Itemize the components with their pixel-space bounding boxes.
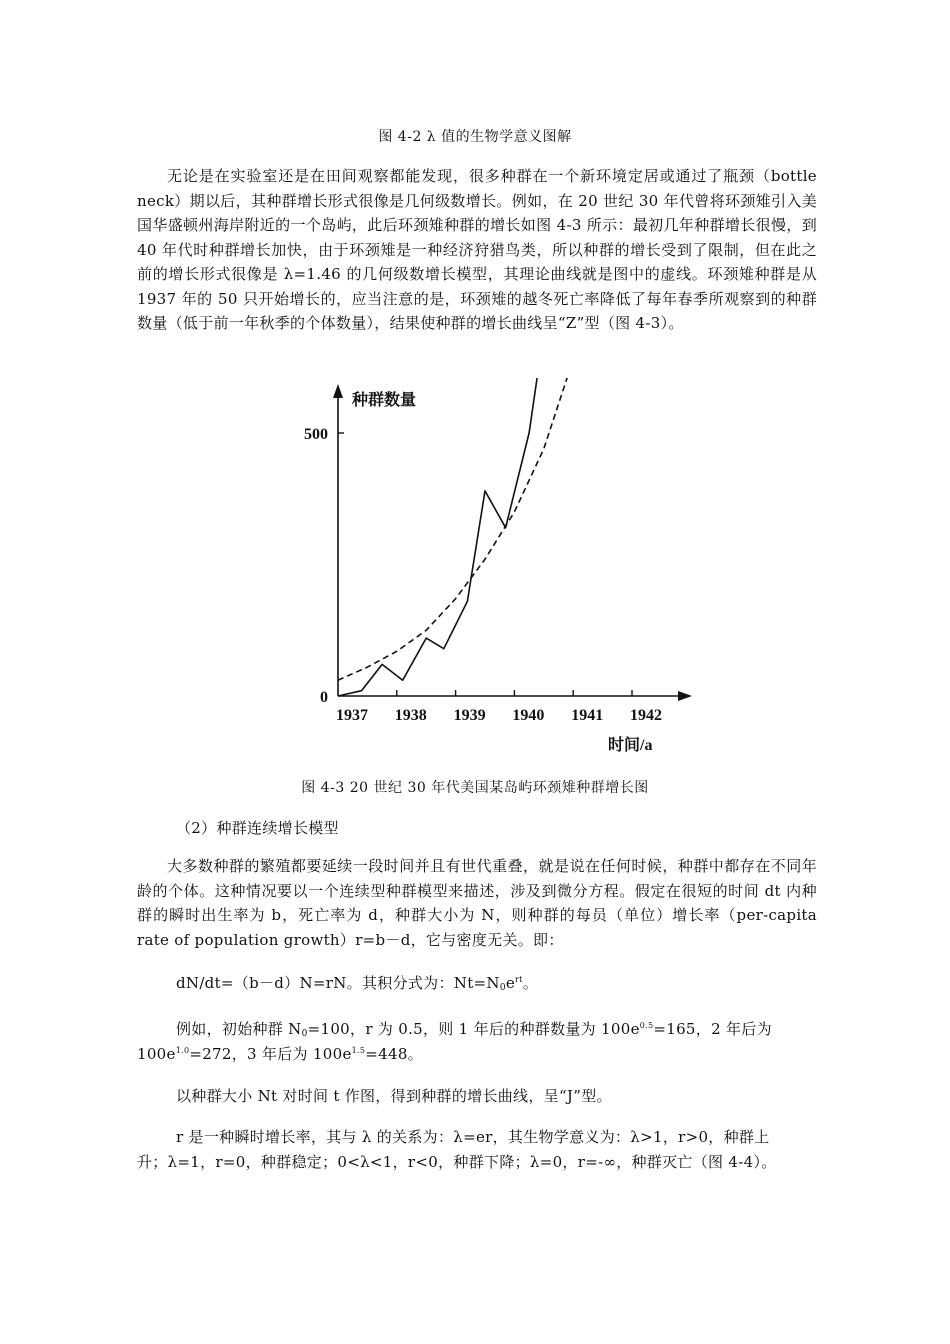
paragraph-lambda-line-2: 升；λ=1，r=0，种群稳定；0<λ<1，r<0，种群下降；λ=0，r=-∞，种群灭亡（图 4-4）。 [137, 1153, 777, 1171]
equation-line [176, 972, 538, 993]
equation-e: e [505, 974, 516, 992]
theoretical-curve-dashed [338, 378, 659, 680]
example-text-e: =272，3 年后为 100e [189, 1045, 352, 1063]
figure-4-2-caption: 图 4-2 λ 值的生物学意义图解 [378, 129, 572, 145]
y-axis-arrow-icon [333, 384, 343, 398]
population-growth-chart [280, 378, 700, 756]
equation-subscript: 0 [499, 983, 506, 993]
x-tick-label: 1941 [571, 707, 604, 724]
x-axis-arrow-icon [678, 691, 692, 701]
example-text-b: =100，r 为 0.5，则 1 年后的种群数量为 100e [307, 1020, 640, 1038]
y-axis-label: 种群数量 [352, 392, 417, 409]
x-tick-label: 1942 [630, 707, 662, 724]
paragraph-lambda-line-1: r 是一种瞬时增长率，其与 λ 的关系为：λ=er，其生物学意义为：λ>1，r>0，种群上 [176, 1128, 770, 1146]
y-tick-label: 500 [304, 426, 328, 443]
paragraph-j-curve: 以种群大小 Nt 对时间 t 作图，得到种群的增长曲线，呈“J”型。 [176, 1087, 612, 1105]
example-text-d: 100e [137, 1045, 176, 1063]
x-tick-label: 1939 [453, 707, 486, 724]
equation-superscript: rt [515, 975, 523, 984]
example-text-a: 例如，初始种群 N [176, 1020, 302, 1038]
x-axis-label: 时间/a [608, 737, 653, 754]
equation-end: 。 [522, 974, 538, 992]
observed-population-line [338, 378, 664, 696]
x-tick-label: 1937 [336, 707, 368, 724]
y-tick-label: 0 [320, 689, 328, 706]
example-superscript-2: 1.0 [175, 1046, 190, 1055]
x-tick-label: 1938 [394, 707, 427, 724]
example-text-f: =448。 [365, 1045, 423, 1063]
section-title: （2）种群连续增长模型 [176, 819, 339, 837]
example-line-2 [137, 1043, 423, 1064]
paragraph-geometric-growth: 无论是在实验室还是在田间观察都能发现，很多种群在一个新环境定居或通过了瓶颈（bottle neck）期以后，其种群增长形式很像是几何级数增长。例如，在 20 世纪 30 年代曾将环颈雉引入美国华盛顿州海岸附近的一个岛屿，此后环颈雉种群的增长如图 4-3 所示：最初几年种群增长很慢，到 40 年代时种群增长加快，由于环颈雉是一种经济狩猎鸟类，所以种群的增长受到了限制，但在此之前的增长形式很像是 λ=1.46 的几何级数增长模型，其理论曲线就是图中的虚线。环颈雉种群是从 1937 年的 50 只开始增长的，应当注意的是，环颈雉的越冬死亡率降低了每年春季所观察到的种群数量（低于前一年秋季的个体数量），结果使种群的增长曲线呈“Z”型（图 4-3）。 [137, 167, 817, 332]
paragraph-continuous-model: 大多数种群的繁殖都要延续一段时间并且有世代重叠，就是说在任何时候，种群中都存在不同年龄的个体。这种情况要以一个连续型种群模型来描述，涉及到微分方程。假定在很短的时间 dt 内种群的瞬时出生率为 b，死亡率为 d，种群大小为 N，则种群的每员（单位）增长率（per-capita rate of population growth）r=b－d，它与密度无关。即： [137, 857, 817, 949]
example-line-1 [176, 1018, 772, 1039]
x-tick-label: 1940 [512, 707, 545, 724]
example-superscript-1: 0.5 [639, 1021, 654, 1030]
equation-text: dN/dt=（b－d）N=rN。其积分式为：Nt=N [176, 974, 500, 992]
example-text-c: =165，2 年后为 [653, 1020, 772, 1038]
example-subscript: 0 [301, 1029, 308, 1039]
example-superscript-3: 1.5 [351, 1046, 366, 1055]
figure-4-3-caption: 图 4-3 20 世纪 30 年代美国某岛屿环颈雉种群增长图 [301, 780, 649, 796]
